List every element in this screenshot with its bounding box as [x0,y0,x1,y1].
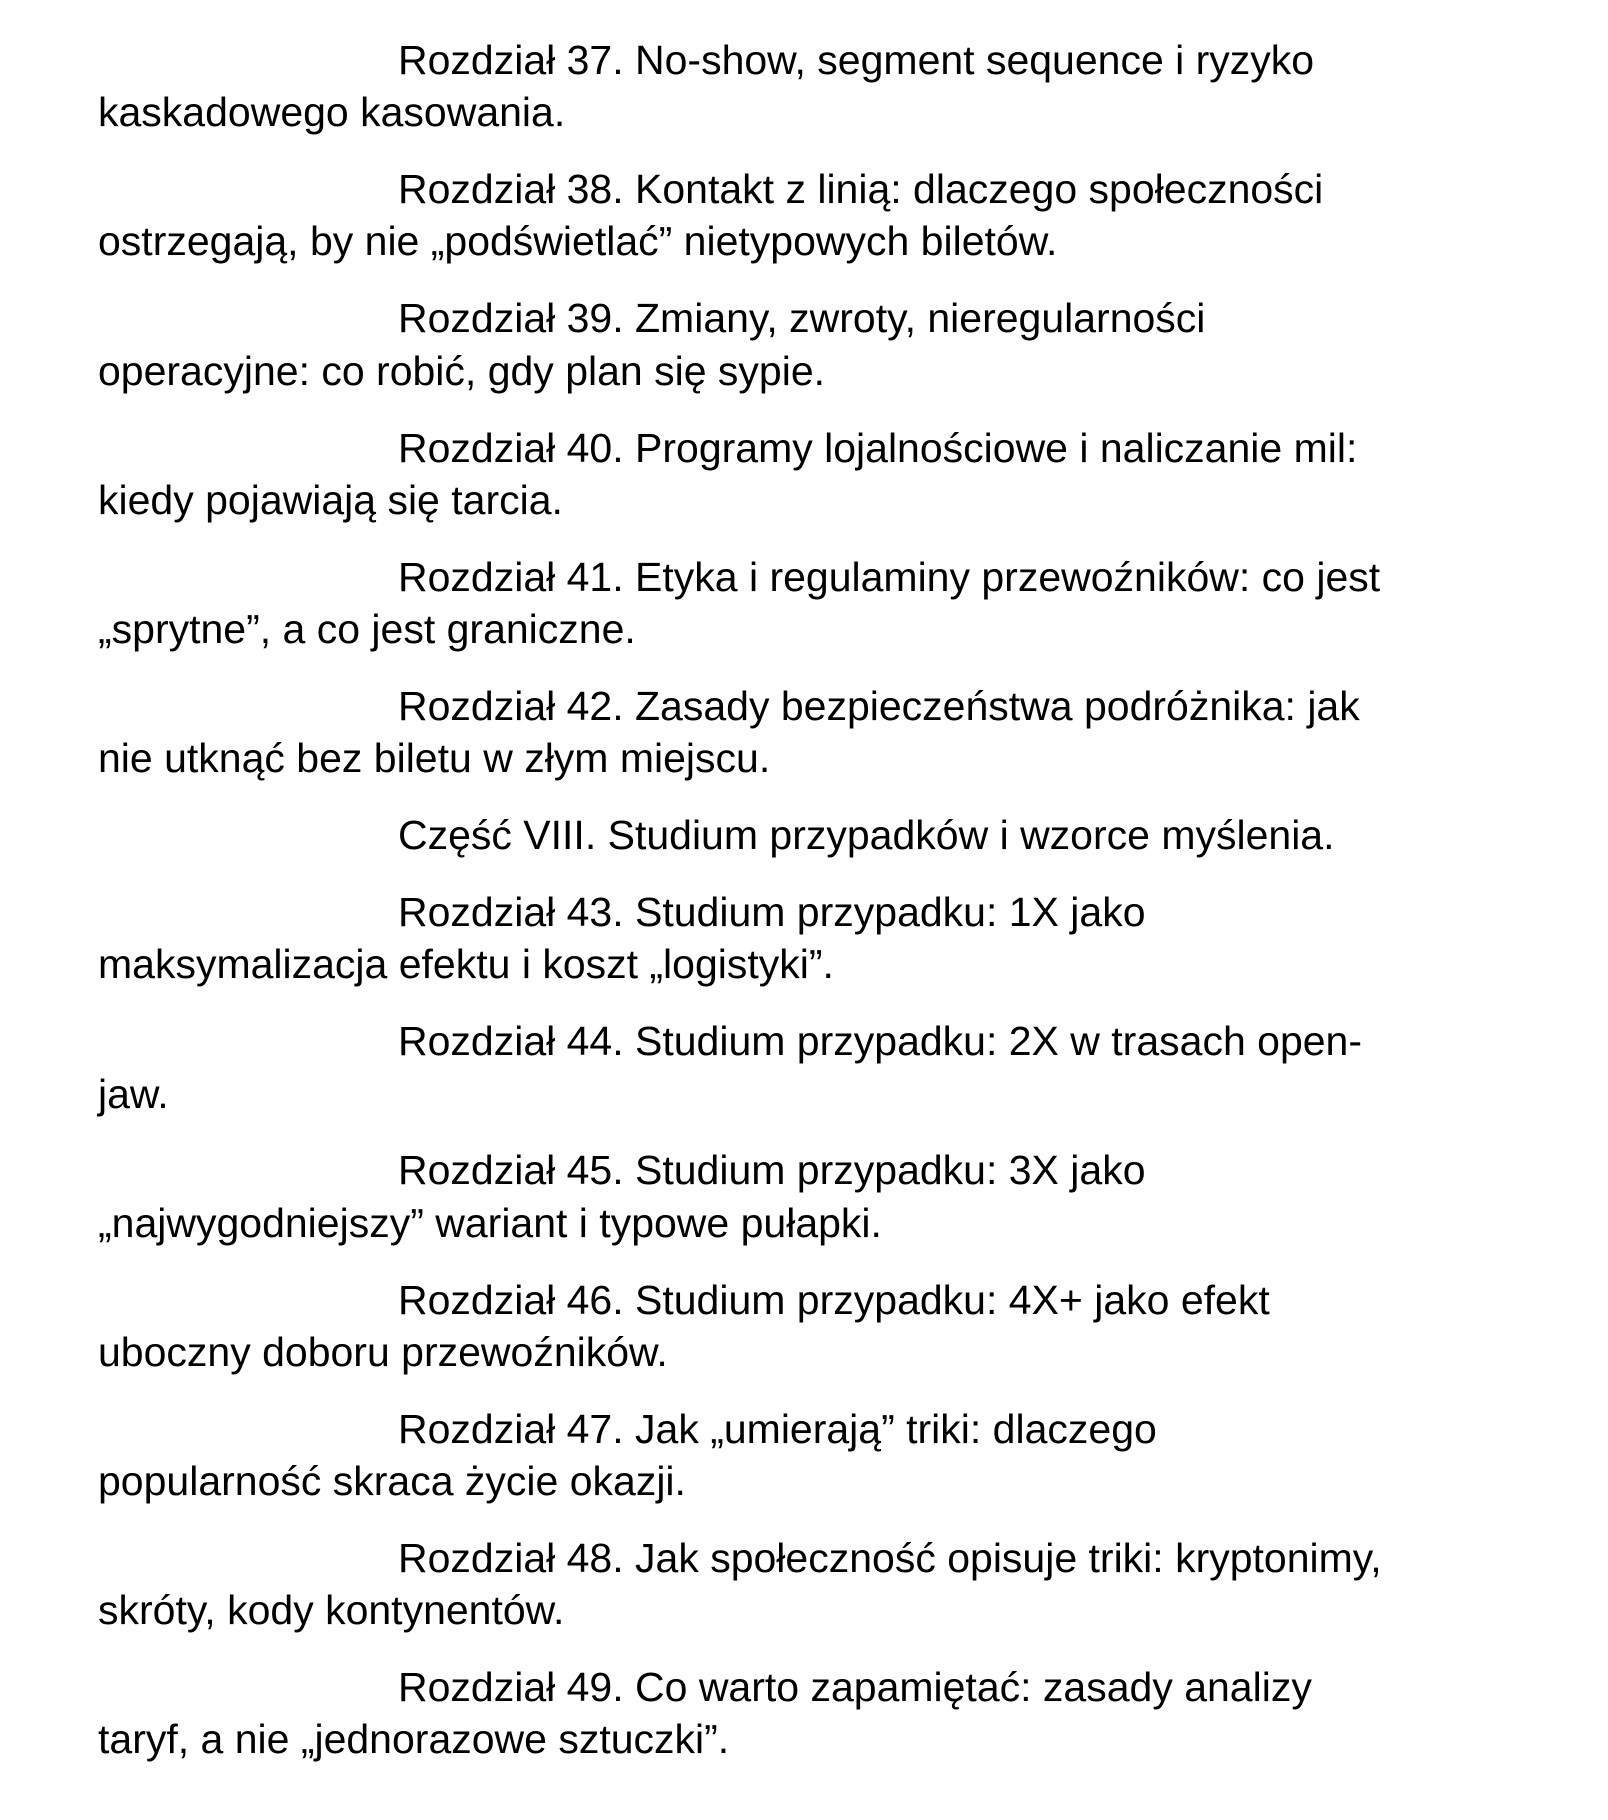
toc-entry-line: jaw. [98,1070,169,1117]
toc-entry-line: Rozdział 41. Etyka i regulaminy przewoźników: co jest [398,553,1381,600]
toc-entry-chapter-47 [98,1403,1578,1508]
toc-entry-line: taryf, a nie „jednorazowe sztuczki”. [98,1716,730,1763]
toc-entry-line: maksymalizacja efektu i koszt „logistyki”. [98,941,834,988]
toc-entry-chapter-46 [98,1274,1578,1379]
toc-entry-line: Rozdział 39. Zmiany, zwroty, nieregularności [398,295,1206,342]
toc-entry-line: „sprytne”, a co jest graniczne. [98,606,636,653]
toc-entry-line: popularność skraca życie okazji. [98,1458,686,1505]
toc-entry-line: Rozdział 48. Jak społeczność opisuje triki: kryptonimy, [398,1534,1382,1581]
toc-entry-line: kaskadowego kasowania. [98,89,566,136]
table-of-contents [98,34,1578,1790]
toc-entry-chapter-42 [98,680,1578,785]
toc-entry-line: operacyjne: co robić, gdy plan się sypie. [98,347,826,394]
toc-entry-line: Rozdział 49. Co warto zapamiętać: zasady analizy [398,1664,1312,1711]
toc-entry-line: nie utknąć bez biletu w złym miejscu. [98,735,771,782]
toc-entry-chapter-48 [98,1532,1578,1637]
toc-entry-chapter-41 [98,551,1578,656]
toc-entry-line: Rozdział 47. Jak „umierają” triki: dlaczego [398,1405,1157,1452]
toc-entry-line: „najwygodniejszy” wariant i typowe pułapki. [98,1199,882,1246]
toc-entry-line: Rozdział 45. Studium przypadku: 3X jako [398,1147,1146,1194]
toc-entry-line: Rozdział 40. Programy lojalnościowe i naliczanie mil: [398,424,1358,471]
toc-entry-chapter-49 [98,1661,1578,1766]
toc-entry-chapter-44 [98,1015,1578,1120]
toc-entry-line: skróty, kody kontynentów. [98,1587,565,1634]
toc-entry-part-8 [98,809,1578,861]
toc-entry-chapter-39 [98,292,1578,397]
toc-entry-line: Rozdział 44. Studium przypadku: 2X w trasach open- [398,1018,1363,1065]
toc-entry-line: Rozdział 43. Studium przypadku: 1X jako [398,889,1146,936]
toc-entry-line: uboczny doboru przewoźników. [98,1328,668,1375]
toc-entry-chapter-38 [98,163,1578,268]
toc-entry-line: ostrzegają, by nie „podświetlać” nietypowych biletów. [98,218,1058,265]
toc-entry-line: Rozdział 42. Zasady bezpieczeństwa podróżnika: jak [398,682,1360,729]
toc-entry-line: Rozdział 38. Kontakt z linią: dlaczego społeczności [398,166,1324,213]
toc-entry-chapter-43 [98,886,1578,991]
toc-entry-chapter-37 [98,34,1578,139]
toc-entry-chapter-40 [98,422,1578,527]
toc-entry-line: kiedy pojawiają się tarcia. [98,476,563,523]
toc-entry-line: Rozdział 46. Studium przypadku: 4X+ jako efekt [398,1276,1270,1323]
toc-part-heading: Część VIII. Studium przypadków i wzorce myślenia. [398,812,1335,859]
toc-entry-line: Rozdział 37. No-show, segment sequence i ryzyko [398,37,1315,83]
toc-entry-chapter-45 [98,1144,1578,1249]
